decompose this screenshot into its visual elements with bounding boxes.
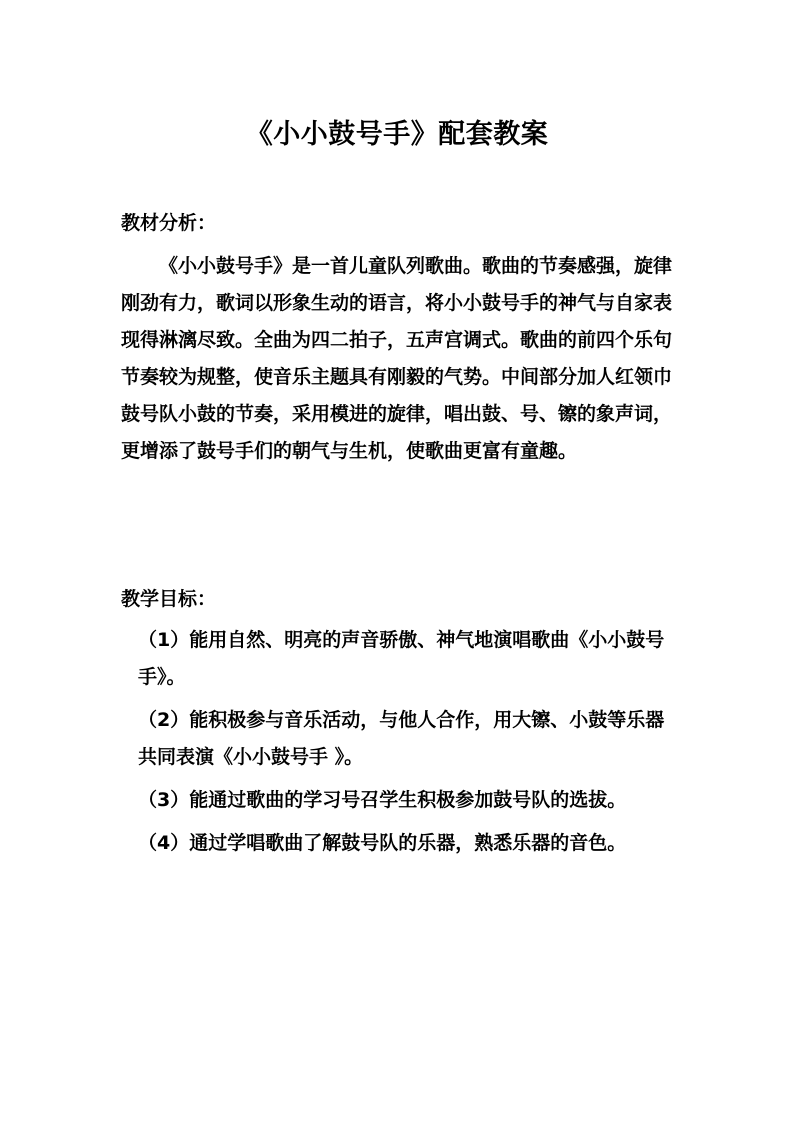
section-heading-analysis: 教材分析： — [121, 212, 217, 234]
goals-list — [138, 622, 678, 868]
section-heading-goals: 教学目标： — [121, 588, 217, 610]
goal-item: （4）通过学唱歌曲了解鼓号队的乐器，熟悉乐器的音色。 — [138, 832, 627, 854]
analysis-paragraph: 《小小鼓号手》是一首儿童队列歌曲。歌曲的节奏感强，旋律刚劲有力，歌词以形象生动的语言，将小小鼓号手的神气与自家表现得淋漓尽致。全曲为四二拍子，五声宫调式。歌曲的前四个乐句节奏较为规整，使音乐主题具有刚毅的气势。中间部分加人红领巾鼓号队小鼓的节奏，采用模进的旋律，唱出鼓、号、镲的象声词，更增添了鼓号手们的朝气与生机，使歌曲更富有童趣。 — [121, 255, 673, 462]
goal-item: （3）能通过歌曲的学习号召学生积极参加鼓号队的选拔。 — [138, 789, 627, 811]
goal-item: （2）能积极参与音乐活动，与他人合作，用大镲、小鼓等乐器共同表演《小小鼓号手 》。 — [138, 709, 665, 768]
page-title: 《小小鼓号手》配套教案 — [245, 119, 549, 150]
goal-item: （1）能用自然、明亮的声音骄傲、神气地演唱歌曲《小小鼓号手》。 — [138, 629, 665, 688]
